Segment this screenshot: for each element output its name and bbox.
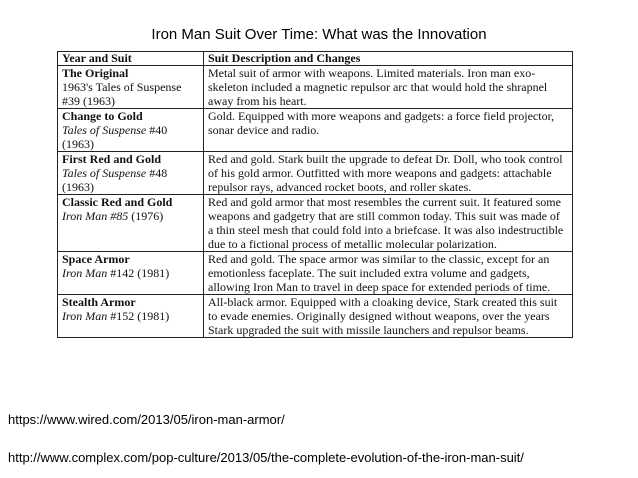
table-row — [58, 252, 573, 295]
suit-source — [62, 209, 199, 223]
suit-description: Red and gold. Stark built the upgrade to defeat Dr. Doll, who took control of his gold armor. Outfitted with more weapons and gadgets: attachable repulsor rays, advanced rocket boots, and roller skates. — [208, 152, 563, 194]
header-year-and-suit: Year and Suit — [58, 52, 204, 66]
suit-issue: #152 (1981) — [107, 309, 170, 323]
year-and-suit-cell — [58, 295, 204, 338]
suit-description-cell — [204, 195, 573, 252]
year-and-suit-cell — [58, 252, 204, 295]
suit-issue: 1963's Tales of Suspense #39 (1963) — [62, 80, 182, 108]
year-and-suit-cell — [58, 109, 204, 152]
year-and-suit-cell — [58, 152, 204, 195]
suit-issue: #48 (1963) — [62, 166, 168, 194]
table-header-row — [58, 52, 573, 66]
suit-description-cell — [204, 152, 573, 195]
suit-name: Classic Red and Gold — [62, 195, 173, 209]
suit-description-cell — [204, 295, 573, 338]
suit-description: Red and gold armor that most resembles the current suit. It featured some weapons and gadgetry that are still common today. This suit was made of a thin steel mesh that could fold into a briefcase. It was also indestructible due to a fictional process of metallic molecular polarization. — [208, 195, 564, 251]
suit-source — [62, 266, 199, 280]
suit-issue: #142 (1981) — [107, 266, 170, 280]
suit-source — [62, 166, 199, 194]
suit-description-cell — [204, 66, 573, 109]
suit-name: Stealth Armor — [62, 295, 136, 309]
suit-name: Change to Gold — [62, 109, 143, 123]
iron-man-suits-table — [57, 51, 573, 338]
suit-description: All-black armor. Equipped with a cloaking device, Stark created this suit to evade enemies. Originally designed without weapons, over the years Stark upgraded the suit with missile launchers and repulsor beams. — [208, 295, 558, 337]
year-and-suit-cell — [58, 66, 204, 109]
suit-description: Gold. Equipped with more weapons and gadgets: a force field projector, sonar device and radio. — [208, 109, 555, 137]
table-row — [58, 195, 573, 252]
suit-description: Metal suit of armor with weapons. Limited materials. Iron man exo-skeleton included a magnetic repulsor arc that would hold the shrapnel away from his heart. — [208, 66, 548, 108]
slide-title: Iron Man Suit Over Time: What was the Innovation — [151, 26, 487, 43]
suit-source — [62, 309, 199, 323]
source-link-complex: http://www.complex.com/pop-culture/2013/05/the-complete-evolution-of-the-iron-man-suit/ — [8, 450, 524, 465]
suit-name: Space Armor — [62, 252, 130, 266]
table-row — [58, 295, 573, 338]
suit-name: First Red and Gold — [62, 152, 162, 166]
suit-name: The Original — [62, 66, 129, 80]
table-row — [58, 152, 573, 195]
suit-publication: Tales of Suspense — [62, 123, 147, 137]
suit-source — [62, 123, 199, 151]
suit-publication: Iron Man — [62, 266, 108, 280]
suit-publication: Iron Man — [62, 309, 108, 323]
suit-description-cell — [204, 252, 573, 295]
suit-publication: Iron Man #85 — [62, 209, 129, 223]
source-link-wired: https://www.wired.com/2013/05/iron-man-armor/ — [8, 412, 285, 427]
suit-source — [62, 80, 199, 108]
suit-description: Red and gold. The space armor was similar to the classic, except for an emotionless faceplate. The suit included extra volume and gadgets, allowing Iron Man to travel in deep space for extended periods of time. — [208, 252, 551, 294]
suit-issue: (1976) — [128, 209, 164, 223]
suit-issue: #40 (1963) — [62, 123, 168, 151]
suit-description-cell — [204, 109, 573, 152]
table-row — [58, 109, 573, 152]
header-suit-description: Suit Description and Changes — [204, 52, 573, 66]
table-row — [58, 66, 573, 109]
suit-publication: Tales of Suspense — [62, 166, 147, 180]
year-and-suit-cell — [58, 195, 204, 252]
